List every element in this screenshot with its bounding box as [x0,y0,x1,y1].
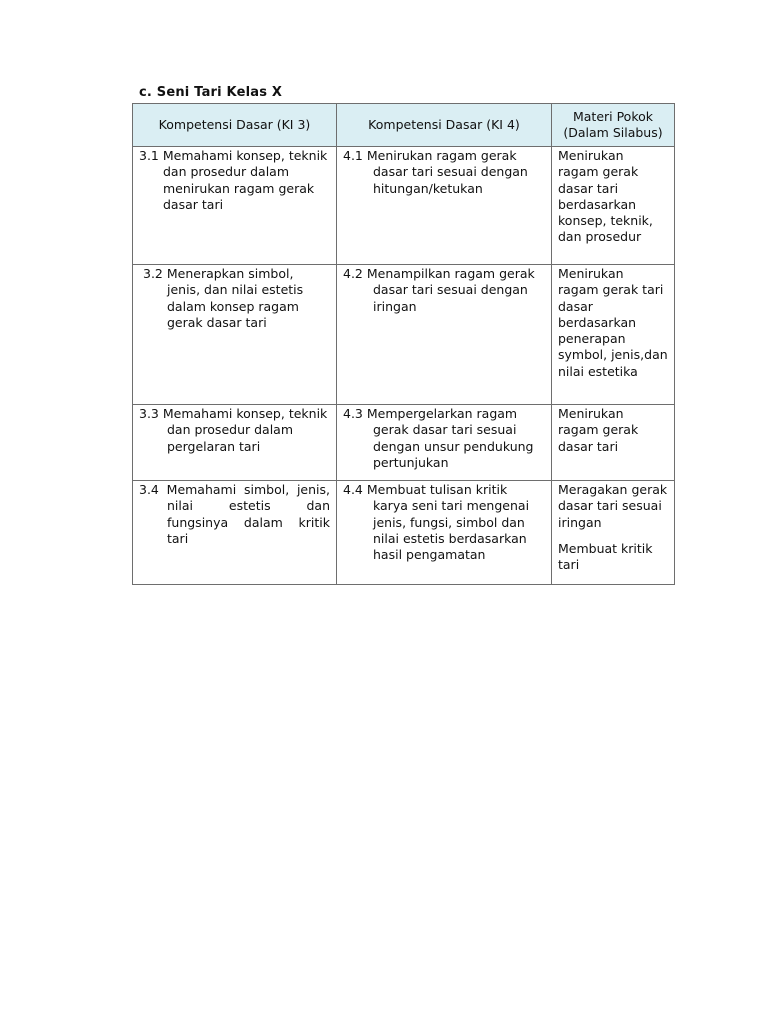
cell-ki4: 4.2 Menampilkan ragam gerak dasar tari sesuai dengan iringan [337,265,552,405]
header-ki4: Kompetensi Dasar (KI 4) [337,104,552,147]
materi-text: Membuat kritik tari [558,540,653,573]
cell-materi [552,481,675,585]
table-row [133,481,675,585]
cell-ki4: 4.3 Mempergelarkan ragam gerak dasar tari sesuai dengan unsur pendukung pertunjukan [337,405,552,481]
header-materi [552,104,675,147]
materi-text: Menirukan ragam gerak tari dasar berdasarkan penerapan symbol, jenis,dan nilai estetika [558,266,668,379]
page-title: c. Seni Tari Kelas X [139,85,283,100]
table-header-row [133,104,675,147]
header-materi-label: Materi Pokok (Dalam Silabus) [563,109,663,140]
competency-table [132,103,675,585]
cell-ki3: 3.2 Menerapkan simbol, jenis, dan nilai estetis dalam konsep ragam gerak dasar tari [133,265,337,405]
cell-materi [552,147,675,265]
materi-text: Meragakan gerak dasar tari sesuai iringan [558,482,668,530]
table-row [133,147,675,265]
cell-ki3: 3.1 Memahami konsep, teknik dan prosedur dalam menirukan ragam gerak dasar tari [133,147,337,265]
header-ki3: Kompetensi Dasar (KI 3) [133,104,337,147]
table-row [133,405,675,481]
table-row [133,265,675,405]
materi-text: Menirukan ragam gerak dasar tari [558,406,639,454]
cell-ki3: 3.4 Memahami simbol, jenis, nilai estetis dan fungsinya dalam kritik tari [133,481,337,585]
cell-ki4: 4.4 Membuat tulisan kritik karya seni tari mengenai jenis, fungsi, simbol dan nilai estetis berdasarkan hasil pengamatan [337,481,552,585]
materi-text: Menirukan ragam gerak dasar tari berdasarkan konsep, teknik, dan prosedur [558,148,653,245]
cell-materi [552,265,675,405]
cell-ki4: 4.1 Menirukan ragam gerak dasar tari sesuai dengan hitungan/ketukan [337,147,552,265]
cell-materi [552,405,675,481]
cell-ki3: 3.3 Memahami konsep, teknik dan prosedur dalam pergelaran tari [133,405,337,481]
